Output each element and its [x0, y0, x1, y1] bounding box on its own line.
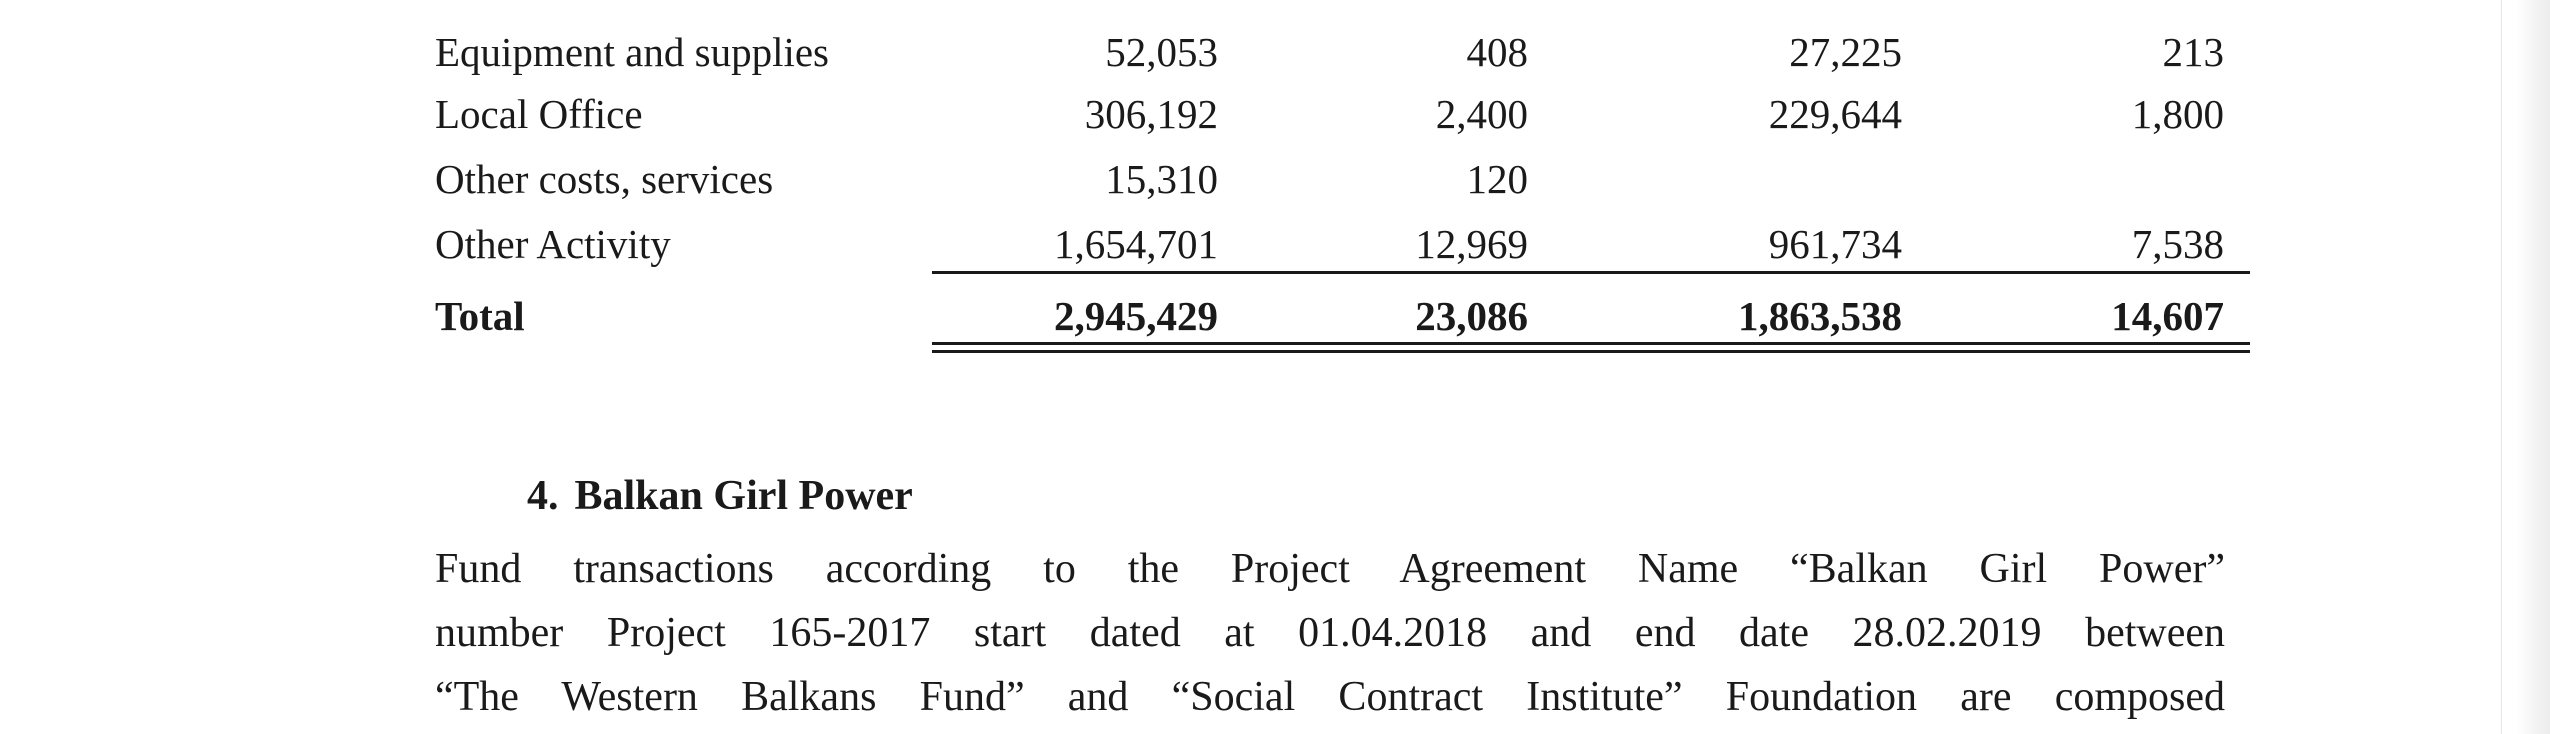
row-value-col3: 27,225: [1789, 29, 1902, 75]
paragraph-line: “The Western Balkans Fund” and “Social Contract Institute” Foundation are composed: [435, 674, 2225, 720]
total-row: [0, 286, 2550, 346]
total-double-rule-bottom: [932, 350, 2250, 353]
row-label: Other costs, services: [435, 156, 774, 202]
row-value-col2: 120: [1466, 156, 1528, 202]
row-value-col1: 306,192: [1084, 91, 1218, 137]
row-value-col4: 213: [2162, 29, 2224, 75]
row-value-col1: 15,310: [1105, 156, 1218, 202]
total-value-col3: 1,863,538: [1738, 293, 1902, 339]
paragraph-line: Fund transactions according to the Project Agreement Name “Balkan Girl Power”: [435, 546, 2225, 592]
subtotal-rule: [932, 271, 2250, 274]
total-value-col2: 23,086: [1415, 293, 1528, 339]
row-value-col4: 1,800: [2131, 91, 2224, 137]
row-value-col3: 961,734: [1768, 221, 1902, 267]
row-value-col2: 408: [1466, 29, 1528, 75]
section-number: 4.: [527, 473, 559, 519]
total-value-col4: 14,607: [2111, 293, 2224, 339]
section-title: Balkan Girl Power: [574, 473, 913, 519]
row-label: Local Office: [435, 91, 643, 137]
row-label: Other Activity: [435, 221, 671, 267]
table-row: [0, 84, 2550, 144]
table-row: [0, 214, 2550, 274]
row-value-col1: 1,654,701: [1054, 221, 1218, 267]
section-heading: [527, 466, 913, 526]
row-value-col2: 12,969: [1415, 221, 1528, 267]
table-row: [0, 149, 2550, 209]
row-value-col4: 7,538: [2131, 221, 2224, 267]
table-row: [0, 22, 2550, 82]
total-label: Total: [435, 293, 525, 339]
row-value-col1: 52,053: [1105, 29, 1218, 75]
total-double-rule-top: [932, 342, 2250, 345]
total-value-col1: 2,945,429: [1054, 293, 1218, 339]
paragraph-line: number Project 165-2017 start dated at 01.04.2018 and end date 28.02.2019 between: [435, 610, 2225, 656]
row-label: Equipment and supplies: [435, 29, 830, 75]
row-value-col3: 229,644: [1768, 91, 1902, 137]
row-value-col2: 2,400: [1435, 91, 1528, 137]
